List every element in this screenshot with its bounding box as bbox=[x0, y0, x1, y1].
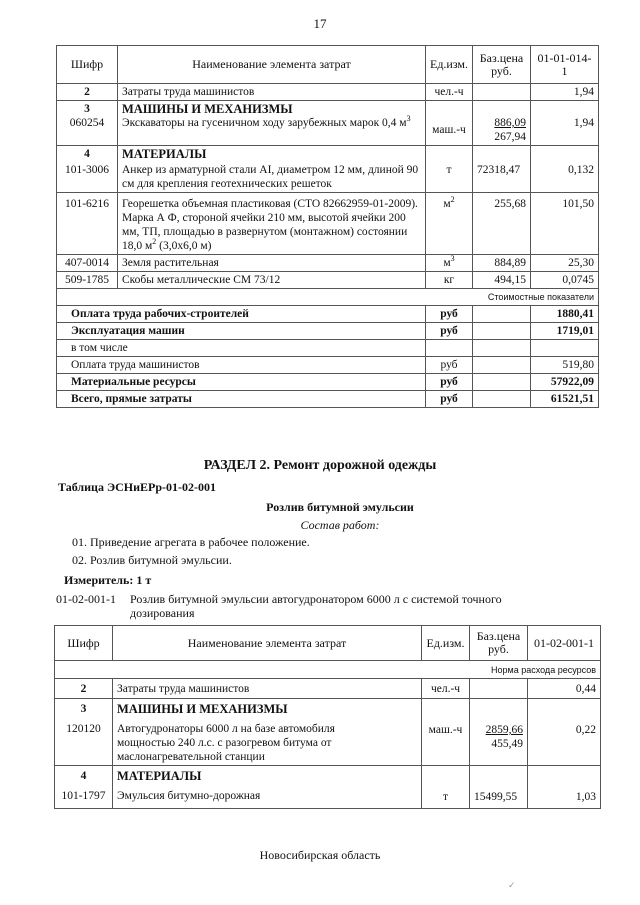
row-value: 0,22 bbox=[528, 699, 601, 766]
summary-value: 519,80 bbox=[531, 357, 599, 374]
summary-row bbox=[57, 357, 599, 374]
row-value: 1,94 bbox=[531, 101, 599, 146]
row-name: Автогудронаторы 6000 л на базе автомобиля мощностью 240 л.с. с разогревом битума от маслонагревательной станции bbox=[117, 723, 335, 763]
row-unit: маш.-ч bbox=[426, 101, 473, 146]
price-main: 2859,66 bbox=[485, 724, 523, 736]
section-name-cell bbox=[118, 146, 426, 193]
row-unit bbox=[426, 193, 473, 255]
section-title: РАЗДЕЛ 2. Ремонт дорожной одежды bbox=[203, 458, 437, 473]
summary-empty bbox=[473, 374, 531, 391]
row-code: 509-1785 bbox=[57, 272, 118, 289]
header-code: Шифр bbox=[55, 626, 113, 661]
table-row bbox=[57, 84, 599, 101]
row-code: 2 bbox=[57, 84, 118, 101]
summary-row bbox=[57, 391, 599, 408]
price-main: 886,09 bbox=[494, 117, 526, 129]
row-price bbox=[473, 84, 531, 101]
summary-value: 1719,01 bbox=[531, 323, 599, 340]
summary-empty bbox=[473, 391, 531, 408]
row-value: 0,44 bbox=[528, 679, 601, 699]
row-unit: т bbox=[426, 146, 473, 193]
row-name bbox=[118, 193, 426, 255]
resource-table-01-02-001-1 bbox=[54, 625, 601, 809]
section-title: МАШИНЫ И МЕХАНИЗМЫ bbox=[122, 102, 293, 116]
table-row-section bbox=[55, 699, 601, 766]
section-cell bbox=[55, 766, 113, 809]
row-price: 884,89 bbox=[473, 255, 531, 272]
summary-empty bbox=[473, 306, 531, 323]
section-cell bbox=[57, 101, 118, 146]
row-value: 1,94 bbox=[531, 84, 599, 101]
header-norm-code: 01-01-014-1 bbox=[531, 46, 599, 84]
row-price: 15499,55 bbox=[470, 766, 528, 809]
table-header-row bbox=[57, 46, 599, 84]
superscript: 3 bbox=[450, 254, 455, 264]
summary-label: в том числе bbox=[57, 340, 426, 357]
section-title: МАШИНЫ И МЕХАНИЗМЫ bbox=[117, 702, 288, 716]
row-unit: чел.-ч bbox=[426, 84, 473, 101]
row-value: 25,30 bbox=[531, 255, 599, 272]
section-name-cell bbox=[118, 101, 426, 146]
row-code: 120120 bbox=[66, 723, 101, 735]
summary-unit: руб bbox=[426, 323, 473, 340]
table-row-section bbox=[57, 146, 599, 193]
section-title: МАТЕРИАЛЫ bbox=[122, 147, 207, 161]
section-name-cell bbox=[113, 699, 422, 766]
row-name bbox=[122, 116, 421, 130]
section-title: МАТЕРИАЛЫ bbox=[117, 769, 202, 783]
row-price bbox=[473, 101, 531, 146]
table-header-row bbox=[55, 626, 601, 661]
row-name-tail: (3,0х6,0 м) bbox=[156, 240, 212, 252]
section-cell bbox=[57, 146, 118, 193]
row-value: 1,03 bbox=[528, 766, 601, 809]
item-description: Розлив битумной эмульсии автогудронатором 6000 л с системой точного дозирования bbox=[130, 592, 502, 620]
row-code: 060254 bbox=[69, 117, 105, 129]
superscript: 2 bbox=[152, 237, 157, 247]
row-price: 255,68 bbox=[473, 193, 531, 255]
summary-row bbox=[57, 323, 599, 340]
row-name: Эмульсия битумно-дорожная bbox=[117, 790, 261, 802]
row-price: 72318,47 bbox=[473, 146, 531, 193]
summary-label: Материальные ресурсы bbox=[57, 374, 426, 391]
row-name-text: Экскаваторы на гусеничном ходу зарубежных марок 0,4 м bbox=[122, 117, 407, 129]
page-number: 17 bbox=[313, 16, 327, 31]
summary-value: 1880,41 bbox=[531, 306, 599, 323]
resource-table-01-01-014-1 bbox=[56, 45, 599, 408]
section-code: 3 bbox=[84, 103, 90, 115]
summary-label: Оплата труда машинистов bbox=[57, 357, 426, 374]
header-code: Шифр bbox=[57, 46, 118, 84]
row-unit: маш.-ч bbox=[422, 699, 470, 766]
footer-region: Новосибирская область bbox=[259, 848, 381, 862]
summary-empty bbox=[473, 340, 531, 357]
norm-caption-row bbox=[55, 661, 601, 679]
summary-unit: руб bbox=[426, 374, 473, 391]
unit-text: м bbox=[443, 198, 451, 210]
corner-mark: ✓ bbox=[508, 880, 516, 890]
header-name: Наименование элемента затрат bbox=[113, 626, 422, 661]
item-code: 01-02-001-1 bbox=[56, 592, 116, 606]
header-price: Баз.цена руб. bbox=[470, 626, 528, 661]
row-code: 101-6216 bbox=[57, 193, 118, 255]
summary-row bbox=[57, 306, 599, 323]
unit-text: м bbox=[443, 257, 451, 269]
row-name: Затраты труда машинистов bbox=[113, 679, 422, 699]
row-unit: чел.-ч bbox=[422, 679, 470, 699]
row-name: Затраты труда машинистов bbox=[118, 84, 426, 101]
norm-caption: Норма расхода ресурсов bbox=[55, 661, 601, 679]
section-name-cell bbox=[113, 766, 422, 809]
summary-value: 57922,09 bbox=[531, 374, 599, 391]
summary-unit: руб bbox=[426, 391, 473, 408]
header-unit: Ед.изм. bbox=[422, 626, 470, 661]
section-cell bbox=[55, 699, 113, 766]
row-name: Анкер из арматурной стали AI, диаметром 12 мм, длиной 90 см для крепления геотехнических решеток bbox=[122, 164, 419, 190]
row-value: 101,50 bbox=[531, 193, 599, 255]
superscript: 3 bbox=[406, 114, 411, 124]
section-code: 4 bbox=[80, 770, 87, 782]
row-code: 407-0014 bbox=[57, 255, 118, 272]
row-price: 494,15 bbox=[473, 272, 531, 289]
table-row bbox=[57, 255, 599, 272]
work-step: 02. Розлив битумной эмульсии. bbox=[72, 553, 232, 567]
header-name: Наименование элемента затрат bbox=[118, 46, 426, 84]
table-row bbox=[57, 193, 599, 255]
row-unit bbox=[426, 255, 473, 272]
table-row-section bbox=[57, 101, 599, 146]
price-sub: 455,49 bbox=[491, 738, 523, 750]
row-name: Земля растительная bbox=[118, 255, 426, 272]
summary-label: Всего, прямые затраты bbox=[57, 391, 426, 408]
price-sub: 267,94 bbox=[494, 131, 526, 143]
row-price bbox=[470, 699, 528, 766]
row-code: 101-3006 bbox=[64, 164, 110, 176]
summary-row bbox=[57, 374, 599, 391]
row-code: 2 bbox=[55, 679, 113, 699]
header-price: Баз.цена руб. bbox=[473, 46, 531, 84]
header-unit: Ед.изм. bbox=[426, 46, 473, 84]
header-norm-code: 01-02-001-1 bbox=[528, 626, 601, 661]
composition-label: Состав работ: bbox=[300, 518, 380, 532]
table-row-section bbox=[55, 766, 601, 809]
summary-label: Оплата труда рабочих-строителей bbox=[57, 306, 426, 323]
work-step: 01. Приведение агрегата в рабочее положение. bbox=[72, 535, 310, 549]
cost-caption: Стоимостные показатели bbox=[57, 289, 599, 306]
work-name: Розлив битумной эмульсии bbox=[266, 500, 414, 514]
table-row bbox=[55, 679, 601, 699]
summary-label: Эксплуатация машин bbox=[57, 323, 426, 340]
section-code: 4 bbox=[84, 148, 90, 160]
summary-value: 61521,51 bbox=[531, 391, 599, 408]
summary-empty bbox=[473, 357, 531, 374]
meter-label: Измеритель: 1 т bbox=[64, 573, 152, 587]
cost-caption-row bbox=[57, 289, 599, 306]
row-value: 0,0745 bbox=[531, 272, 599, 289]
row-value: 0,132 bbox=[531, 146, 599, 193]
row-unit: кг bbox=[426, 272, 473, 289]
summary-value bbox=[531, 340, 599, 357]
section-code: 3 bbox=[80, 703, 87, 715]
row-name-text: Георешетка объемная пластиковая (СТО 82662959-01-2009). Марка А Ф, стороной ячейки 210 мм, высотой ячейки 200 мм, ТП, площадью в развернутом (монтажном) состоянии 18,0 м bbox=[122, 198, 418, 252]
table-label: Таблица ЭСНиЕРр-01-02-001 bbox=[58, 480, 217, 494]
summary-unit: руб bbox=[426, 306, 473, 323]
table-row bbox=[57, 272, 599, 289]
row-code: 101-1797 bbox=[61, 790, 106, 802]
summary-row bbox=[57, 340, 599, 357]
row-unit: т bbox=[422, 766, 470, 809]
row-price bbox=[470, 679, 528, 699]
summary-empty bbox=[473, 323, 531, 340]
summary-unit bbox=[426, 340, 473, 357]
row-name: Скобы металлические СМ 73/12 bbox=[118, 272, 426, 289]
summary-unit: руб bbox=[426, 357, 473, 374]
superscript: 2 bbox=[450, 195, 455, 205]
